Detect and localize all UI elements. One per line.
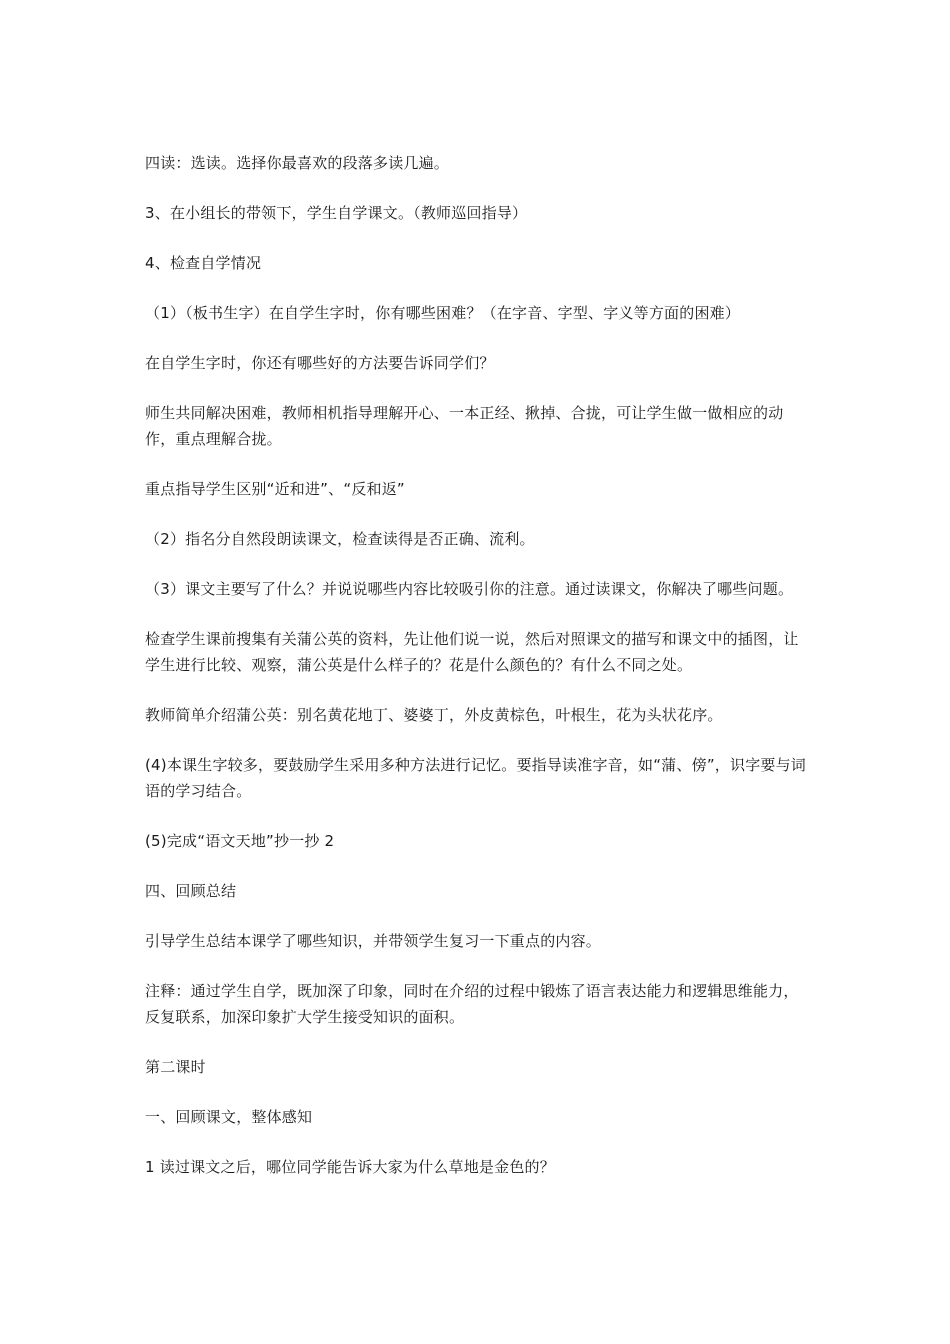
paragraph-select-reading: 四读：选读。选择你最喜欢的段落多读几遍。: [145, 154, 450, 172]
paragraph-good-methods: 在自学生字时，你还有哪些好的方法要告诉同学们？: [145, 354, 495, 372]
heading-second-lesson: 第二课时: [145, 1058, 206, 1076]
heading-review-summary: 四、回顾总结: [145, 882, 237, 900]
paragraph-check-self-study: 4、检查自学情况: [145, 254, 262, 272]
paragraph-dandelion-intro: 教师简单介绍蒲公英：别名黄花地丁、婆婆丁，外皮黄棕色，叶根生，花为头状花序。: [145, 706, 723, 724]
paragraph-read-aloud: （2）指名分自然段朗读课文，检查读得是否正确、流利。: [145, 530, 535, 548]
paragraph-copy-exercise: (5)完成“语文天地”抄一抄 2: [145, 832, 335, 850]
document-body: [145, 150, 810, 1180]
paragraph-memory-methods: (4)本课生字较多，要鼓励学生采用多种方法进行记忆。要指导读准字音，如“蒲、傍”，识字要与词语的学习结合。: [145, 756, 806, 800]
paragraph-group-self-study: 3、在小组长的带领下，学生自学课文。（教师巡回指导）: [145, 204, 528, 222]
heading-review-text: 一、回顾课文，整体感知: [145, 1108, 313, 1126]
paragraph-question-golden-meadow: 1 读过课文之后，哪位同学能告诉大家为什么草地是金色的？: [145, 1158, 555, 1176]
paragraph-distinguish-characters: 重点指导学生区别“近和进”、“反和返”: [145, 480, 405, 498]
paragraph-solve-difficulties: 师生共同解决困难，教师相机指导理解开心、一本正经、揪掉、合拢，可让学生做一做相应的动作，重点理解合拢。: [145, 404, 784, 448]
paragraph-dandelion-materials: 检查学生课前搜集有关蒲公英的资料，先让他们说一说，然后对照课文的描写和课文中的插图，让学生进行比较、观察，蒲公英是什么样子的？花是什么颜色的？有什么不同之处。: [145, 630, 799, 674]
paragraph-summary-guide: 引导学生总结本课学了哪些知识，并带领学生复习一下重点的内容。: [145, 932, 602, 950]
paragraph-main-content: （3）课文主要写了什么？并说说哪些内容比较吸引你的注意。通过读课文，你解决了哪些问题。: [145, 580, 794, 598]
paragraph-annotation: 注释：通过学生自学，既加深了印象，同时在介绍的过程中锻炼了语言表达能力和逻辑思维能力，反复联系，加深印象扩大学生接受知识的面积。: [145, 982, 799, 1026]
paragraph-new-characters-difficulty: （1）（板书生字）在自学生字时，你有哪些困难？（在字音、字型、字义等方面的困难）: [145, 304, 741, 322]
